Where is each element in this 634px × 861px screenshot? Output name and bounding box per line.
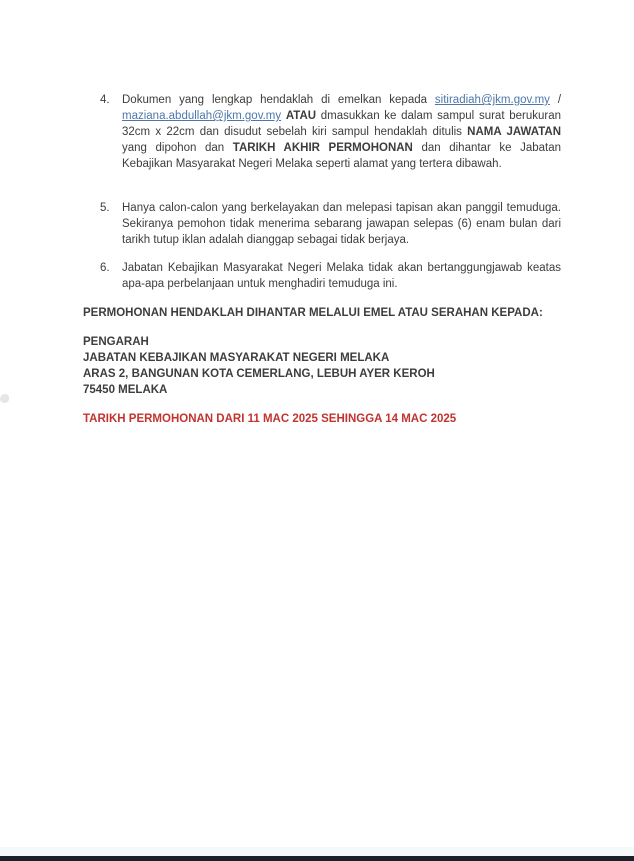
notice-item-6-text: Jabatan Kebajikan Masyarakat Negeri Melaka tidak akan bertanggungjawab keatas apa-apa perbelanjaan untuk menghadiri temuduga ini.: [122, 262, 561, 290]
notice-item-5: [83, 200, 561, 248]
notice-item-4-separator: /: [549, 94, 562, 106]
notice-item-4-text-3: yang dipohon dan: [122, 142, 233, 154]
address-line-poskod: 75450 MELAKA: [83, 384, 168, 396]
page-bottom-edge: [0, 856, 634, 861]
notice-item-4: [83, 92, 561, 172]
list-item-number: 4.: [100, 94, 110, 106]
notice-item-4-text-2: dmasukkan ke dalam sampul surat berukuran 32cm x 22cm dan disudut sebelah kiri sampul hendaklah ditulis: [122, 110, 561, 138]
email-link-sitiradiah[interactable]: sitiradiah@jkm.gov.my: [434, 94, 550, 106]
address-line-jabatan: JABATAN KEBAJIKAN MASYARAKAT NEGERI MELAKA: [83, 352, 390, 364]
address-line-aras: ARAS 2, BANGUNAN KOTA CEMERLANG, LEBUH AYER KEROH: [83, 368, 435, 380]
list-item-number: 6.: [100, 262, 110, 274]
document-content: [83, 92, 561, 427]
email-link-maziana[interactable]: maziana.abdullah@jkm.gov.my: [122, 110, 282, 122]
list-item-number: 5.: [100, 202, 110, 214]
address-line-pengarah: PENGARAH: [83, 336, 149, 348]
notice-item-4-text: Dokumen yang lengkap hendaklah di emelkan kepada: [122, 94, 435, 106]
notice-item-4-text-4: dan dihantar ke Jabatan Kebajikan Masyarakat Negeri Melaka seperti alamat yang tertera dibawah.: [122, 142, 561, 170]
application-date-notice: TARIKH PERMOHONAN DARI 11 MAC 2025 SEHINGGA 14 MAC 2025: [83, 413, 457, 425]
notice-item-5-text: Hanya calon-calon yang berkelayakan dan melepasi tapisan akan panggil temuduga. Sekiranya pemohon tidak menerima sebarang jawapan selepas (6) enam bulan dari tarikh tutup iklan adalah dianggap sebagai tidak berjaya.: [122, 202, 561, 246]
recipient-address-block: [83, 334, 561, 398]
page-bottom-shadow: [0, 847, 634, 856]
notice-item-4-nama-jawatan: NAMA JAWATAN: [467, 126, 561, 138]
submission-heading: PERMOHONAN HENDAKLAH DIHANTAR MELALUI EMEL ATAU SERAHAN KEPADA:: [83, 307, 543, 319]
notice-item-4-tarikh-akhir: TARIKH AKHIR PERMOHONAN: [232, 142, 413, 154]
notice-item-4-atau: ATAU: [285, 110, 317, 122]
notice-item-6: [83, 260, 561, 292]
scan-artifact: [0, 394, 9, 403]
